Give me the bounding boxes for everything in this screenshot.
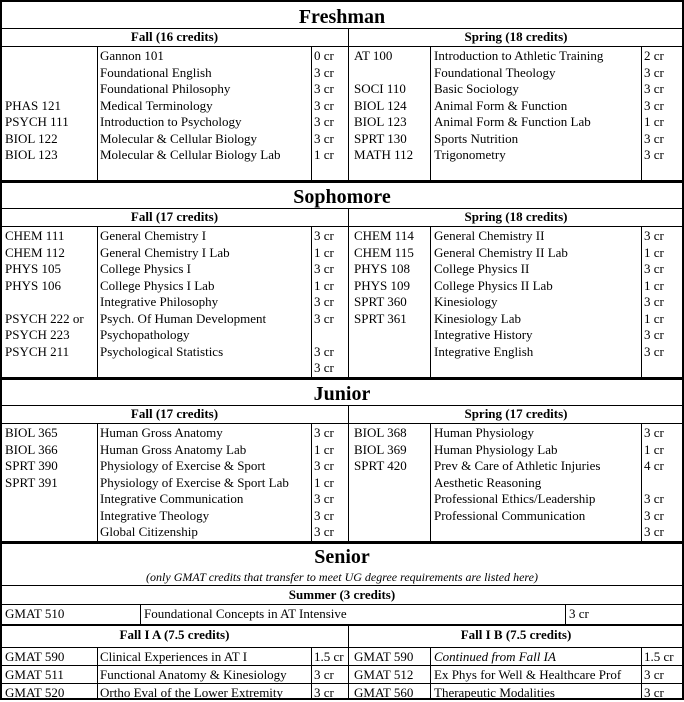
fall-header: Fall (17 credits): [130, 209, 219, 224]
course-code: [354, 475, 407, 492]
course-credits: [314, 327, 334, 344]
course-credits: 3 cr: [644, 343, 664, 359]
fall-b-names: [434, 648, 621, 702]
course-name: College Physics II Lab: [434, 277, 553, 293]
column-divider: [348, 208, 349, 377]
course-name: Molecular & Cellular Biology: [100, 130, 258, 146]
course-code: SPRT 390: [5, 458, 58, 473]
course-credits: 3 cr: [314, 667, 334, 682]
course-code: CHEM 114: [354, 228, 414, 243]
course-code: AT 100: [354, 48, 393, 63]
fall-names: [100, 48, 281, 164]
course-name: Human Gross Anatomy: [100, 425, 223, 440]
summer-credits: 3 cr: [569, 606, 589, 621]
column-divider: [641, 226, 642, 377]
course-code: [5, 48, 69, 65]
column-divider: [430, 423, 431, 541]
fall-codes: [5, 48, 69, 164]
fall-header: Fall (17 credits): [130, 406, 219, 421]
course-code: PHYS 105: [5, 261, 61, 276]
course-code: BIOL 366: [5, 441, 58, 457]
course-credits: 1 cr: [644, 441, 664, 457]
column-divider: [430, 647, 431, 700]
fall-header: Fall (16 credits): [130, 29, 219, 44]
course-name: Professional Communication: [434, 507, 586, 523]
course-name: Kinesiology Lab: [434, 310, 522, 326]
senior-note: (only GMAT credits that transfer to meet UG degree requirements are listed here): [146, 570, 538, 584]
course-name: Human Physiology Lab: [434, 441, 558, 457]
course-code: BIOL 369: [354, 441, 407, 457]
column-divider: [97, 647, 98, 700]
column-divider: [430, 226, 431, 377]
course-credits: 3 cr: [644, 294, 664, 309]
course-credits: 3 cr: [644, 685, 664, 700]
divider: [2, 624, 682, 626]
course-credits: 3 cr: [644, 507, 664, 523]
course-code: SOCI 110: [354, 81, 406, 96]
course-name: General Chemistry I: [100, 228, 207, 243]
course-code: GMAT 590: [5, 649, 65, 664]
course-credits: 3 cr: [314, 261, 334, 276]
course-name: Animal Form & Function: [434, 97, 568, 113]
course-code: [5, 81, 69, 98]
course-credits: 3 cr: [644, 64, 664, 80]
spring-names: [434, 48, 603, 164]
course-code: MATH 112: [354, 147, 414, 162]
course-code: [5, 65, 69, 82]
course-code: GMAT 560: [354, 685, 414, 700]
course-code: GMAT 520: [5, 685, 65, 700]
fall-a-names: [100, 648, 287, 702]
course-name: Professional Ethics/Leadership: [434, 491, 596, 506]
spring-header: Spring (17 credits): [464, 406, 568, 421]
column-divider: [97, 226, 98, 377]
fall-names: [100, 425, 289, 541]
course-code: PSYCH 223: [5, 327, 70, 342]
course-credits: 0 cr: [314, 48, 334, 63]
summer-header: Summer (3 credits): [288, 587, 396, 602]
spring-codes: [354, 48, 413, 164]
course-code: [5, 524, 58, 541]
course-name: Therapeutic Modalities: [434, 685, 555, 700]
course-name: Clinical Experiences in AT I: [100, 649, 248, 664]
course-code: [354, 327, 414, 344]
course-code: PSYCH 111: [5, 114, 69, 129]
column-divider: [348, 624, 349, 700]
course-name: College Physics I Lab: [100, 277, 215, 293]
column-divider: [97, 423, 98, 541]
course-code: [5, 508, 58, 525]
course-credits: 3 cr: [644, 327, 664, 342]
column-divider: [430, 46, 431, 180]
year-title-senior: Senior: [314, 546, 370, 568]
column-divider: [641, 423, 642, 541]
course-credits: 3 cr: [644, 491, 664, 506]
course-credits: 1 cr: [314, 244, 334, 260]
summer-course-name: Foundational Concepts in AT Intensive: [144, 606, 347, 621]
course-name: Ortho Eval of the Lower Extremity: [100, 685, 284, 700]
course-code: CHEM 111: [5, 228, 65, 243]
course-credits: 3 cr: [314, 524, 334, 539]
course-name: Medical Terminology: [100, 97, 213, 113]
course-code: PSYCH 211: [5, 343, 70, 359]
course-name: Integrative Communication: [100, 491, 244, 506]
course-name: General Chemistry I Lab: [100, 244, 230, 260]
course-code: SPRT 391: [5, 474, 58, 490]
fall-a-credits: [314, 648, 344, 702]
course-credits: 3 cr: [314, 360, 334, 375]
course-code: SPRT 130: [354, 130, 407, 146]
column-divider: [311, 46, 312, 180]
column-divider: [641, 46, 642, 180]
course-name: Kinesiology: [434, 294, 498, 309]
course-name: Human Physiology: [434, 425, 535, 440]
course-code: BIOL 368: [354, 425, 407, 440]
spring-header: Spring (18 credits): [464, 29, 568, 44]
course-code: [354, 508, 407, 525]
column-divider: [97, 46, 98, 180]
course-code: PHYS 109: [354, 277, 410, 293]
course-name: College Physics I: [100, 261, 191, 276]
course-name: General Chemistry II Lab: [434, 244, 568, 260]
course-code: [354, 344, 414, 361]
year-title-freshman: Freshman: [298, 6, 386, 28]
course-name: Molecular & Cellular Biology Lab: [100, 147, 281, 162]
course-credits: 3 cr: [314, 294, 334, 309]
column-divider: [140, 604, 141, 624]
course-code: SPRT 361: [354, 310, 407, 326]
divider: [2, 208, 682, 209]
spring-names: [434, 425, 600, 524]
divider: [2, 226, 682, 227]
course-name: General Chemistry II: [434, 228, 545, 243]
year-title-junior: Junior: [313, 383, 371, 405]
course-name: Integrative History: [434, 327, 533, 342]
course-code: [354, 491, 407, 508]
course-credits: 3 cr: [314, 97, 334, 113]
course-code: [5, 294, 84, 311]
course-credits: 4 cr: [644, 458, 664, 473]
course-credits: 3 cr: [644, 81, 664, 96]
course-name: Introduction to Athletic Training: [434, 48, 604, 63]
course-credits: 3 cr: [314, 491, 334, 506]
divider: [2, 585, 682, 586]
course-credits: 3 cr: [314, 130, 334, 146]
course-credits: 3 cr: [314, 310, 334, 326]
course-name: Human Gross Anatomy Lab: [100, 441, 247, 457]
column-divider: [348, 28, 349, 180]
course-name: Physiology of Exercise & Sport: [100, 458, 266, 473]
course-credits: 3 cr: [314, 685, 334, 700]
course-credits: 3 cr: [644, 228, 664, 243]
divider: [2, 604, 682, 605]
section-divider: [2, 180, 682, 183]
spring-header: Spring (18 credits): [464, 209, 568, 224]
fall-names: [100, 228, 266, 360]
fall-b-header: Fall I B (7.5 credits): [460, 627, 572, 642]
fall-credits: [314, 425, 334, 541]
divider: [2, 28, 682, 29]
course-credits: 3 cr: [644, 524, 664, 539]
fall-codes: [5, 425, 58, 541]
course-code: CHEM 112: [5, 244, 65, 260]
divider: [2, 405, 682, 406]
course-code: PHAS 121: [5, 97, 61, 113]
column-divider: [311, 226, 312, 377]
fall-credits: [314, 228, 334, 377]
course-name: Psychopathology: [100, 327, 190, 342]
course-code: PSYCH 222 or: [5, 310, 84, 326]
course-name: Basic Sociology: [434, 81, 519, 96]
course-credits: 3 cr: [314, 343, 334, 359]
fall-a-header: Fall I A (7.5 credits): [119, 627, 230, 642]
course-name: Gannon 101: [100, 48, 164, 63]
course-code: BIOL 123: [5, 147, 58, 162]
spring-credits: [644, 228, 664, 360]
course-credits: 1 cr: [644, 277, 664, 293]
spring-credits: [644, 425, 664, 541]
course-code: BIOL 124: [354, 97, 407, 113]
spring-codes: [354, 228, 414, 360]
course-name: Physiology of Exercise & Sport Lab: [100, 474, 289, 490]
section-divider: [2, 377, 682, 380]
spring-credits: [644, 48, 664, 164]
course-name: Animal Form & Function Lab: [434, 114, 591, 129]
course-credits: 3 cr: [644, 147, 664, 162]
course-credits: [644, 475, 664, 492]
spring-codes: [354, 425, 407, 524]
column-divider: [311, 647, 312, 700]
summer-code: GMAT 510: [5, 606, 65, 621]
column-divider: [641, 647, 642, 700]
course-name: Integrative Philosophy: [100, 294, 219, 309]
course-credits: 1 cr: [644, 114, 664, 129]
course-name: Psych. Of Human Development: [100, 310, 267, 326]
course-credits: 3 cr: [314, 507, 334, 523]
course-name: Introduction to Psychology: [100, 114, 242, 129]
course-credits: 3 cr: [644, 667, 664, 682]
course-name: Global Citizenship: [100, 524, 198, 539]
course-name: Continued from Fall IA: [434, 649, 556, 664]
course-credits: 1 cr: [314, 277, 334, 293]
column-divider: [348, 405, 349, 541]
course-credits: 1 cr: [644, 244, 664, 260]
spring-names: [434, 228, 568, 360]
fall-a-codes: [5, 648, 64, 702]
course-code: BIOL 365: [5, 425, 58, 440]
divider: [2, 423, 682, 424]
course-credits: 3 cr: [314, 425, 334, 440]
column-divider: [311, 423, 312, 541]
column-divider: [565, 604, 566, 624]
section-divider: [2, 541, 682, 544]
course-name: Sports Nutrition: [434, 130, 519, 146]
course-code: PHYS 106: [5, 277, 61, 293]
course-name: Psychological Statistics: [100, 343, 224, 359]
course-name: Aesthetic Reasoning: [434, 474, 542, 490]
course-name: Integrative English: [434, 343, 534, 359]
course-credits: 3 cr: [644, 425, 664, 440]
course-credits: 1 cr: [314, 147, 334, 162]
fall-b-credits: [644, 648, 674, 702]
fall-b-codes: [354, 648, 413, 702]
course-credits: 3 cr: [314, 458, 334, 473]
course-name: Trigonometry: [434, 147, 506, 162]
course-code: GMAT 511: [5, 667, 64, 682]
course-code: SPRT 420: [354, 458, 407, 473]
course-code: SPRT 360: [354, 294, 407, 309]
course-credits: 2 cr: [644, 48, 664, 63]
course-credits: 1 cr: [644, 310, 664, 326]
divider: [2, 46, 682, 47]
course-credits: 3 cr: [314, 114, 334, 129]
course-name: Foundational Theology: [434, 64, 556, 80]
course-credits: 1 cr: [314, 441, 334, 457]
course-credits: 3 cr: [314, 81, 334, 96]
course-code: CHEM 115: [354, 244, 414, 260]
course-name: Integrative Theology: [100, 507, 210, 523]
course-code: GMAT 512: [354, 667, 414, 682]
course-credits: 3 cr: [314, 64, 334, 80]
course-code: PHYS 108: [354, 261, 410, 276]
course-name: Prev & Care of Athletic Injuries: [434, 458, 601, 473]
course-code: BIOL 122: [5, 130, 58, 146]
course-credits: 1 cr: [314, 474, 334, 490]
course-name: Foundational English: [100, 64, 212, 80]
fall-codes: [5, 228, 84, 360]
course-credits: 3 cr: [644, 261, 664, 276]
course-name: Foundational Philosophy: [100, 81, 231, 96]
course-code: GMAT 590: [354, 649, 414, 664]
course-code: [354, 65, 413, 82]
course-credits: 3 cr: [314, 228, 334, 243]
course-name: Functional Anatomy & Kinesiology: [100, 667, 287, 682]
fall-credits: [314, 48, 334, 164]
course-name: College Physics II: [434, 261, 530, 276]
course-credits: 3 cr: [644, 97, 664, 113]
course-credits: 1.5 cr: [644, 649, 674, 664]
course-code: BIOL 123: [354, 114, 407, 129]
course-name: Ex Phys for Well & Healthcare Prof: [434, 667, 622, 682]
course-credits: 3 cr: [644, 130, 664, 146]
course-credits: 1.5 cr: [314, 649, 344, 664]
course-code: [5, 491, 58, 508]
year-title-sophomore: Sophomore: [293, 186, 391, 208]
